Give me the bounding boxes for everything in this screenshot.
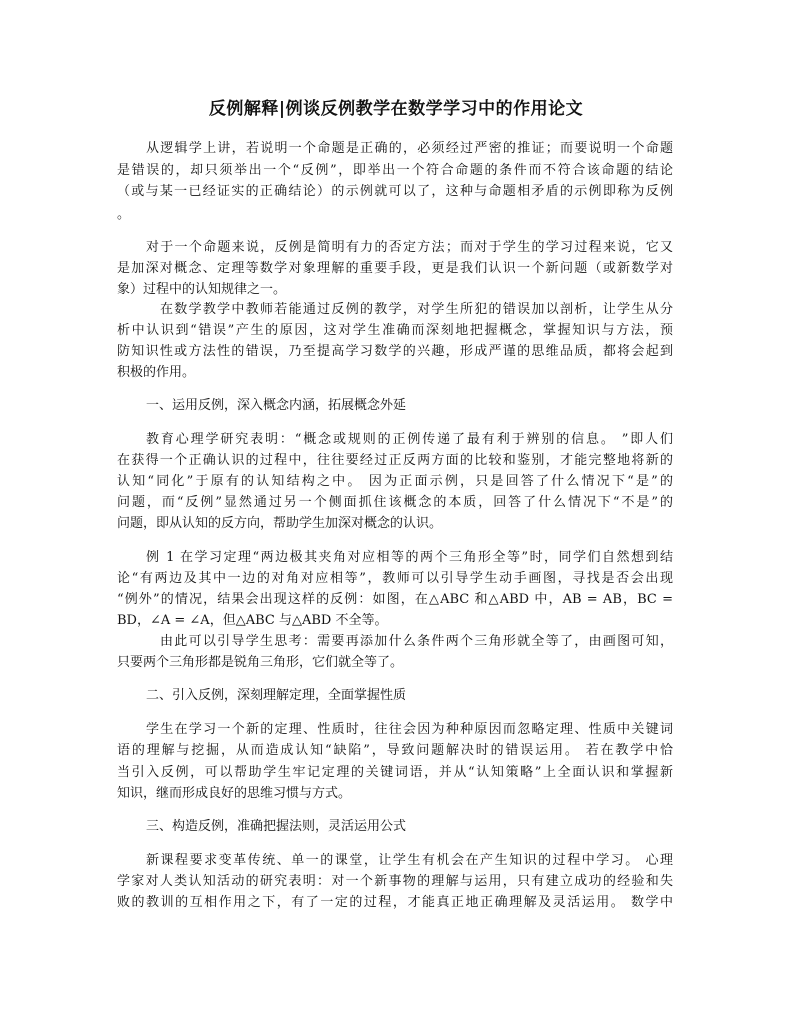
paragraph-line: 是加深对概念、定理等数学对象理解的重要手段，更是我们认识一个新问题（或新数学对 — [117, 261, 673, 276]
paragraph-line: 积极的作用。 — [117, 365, 196, 380]
paragraph-line: 防知识性或方法性的错误，乃至提高学习数学的兴趣，形成严谨的思维品质，都将会起到 — [117, 344, 673, 359]
document-title: 反例解释|例谈反例教学在数学学习中的作用论文 — [208, 99, 584, 119]
paragraph-line: （或与某一已经证实的正确结论）的示例就可以了，这种与命题相矛盾的示例即称为反例 — [117, 184, 673, 199]
paragraph-line: 是错误的，却只须举出一个“反例”，即举出一个符合命题的条件而不符合该命题的结论 — [117, 163, 673, 178]
section-heading: 二、引入反例，深刻理解定理，全面掌握性质 — [146, 688, 407, 703]
paragraph-line: 学生在学习一个新的定理、性质时，往往会因为种种原因而忽略定理、性质中关键词 — [146, 722, 673, 737]
paragraph-line: 只要两个三角形都是锐角三角形，它们就全等了。 — [117, 655, 404, 670]
section-heading: 三、构造反例，准确把握法则，灵活运用公式 — [146, 819, 407, 834]
section-heading: 一、运用反例，深入概念内涵，拓展概念外延 — [146, 398, 407, 413]
paragraph-line: 教育心理学研究表明：“概念或规则的正例传递了最有利于辨别的信息。 ”即人们 — [146, 432, 673, 447]
paragraph-line: 败的教训的互相作用之下，有了一定的过程，才能真正地正确理解及灵活运用。 数学中 — [117, 895, 673, 910]
paragraph-line: 认知“同化”于原有的认知结构之中。 因为正面示例，只是回答了什么情况下“是”的 — [117, 474, 673, 489]
paragraph-line: 当引入反例，可以帮助学生牢记定理的关键词语，并从“认知策略”上全面认识和掌握新 — [117, 765, 673, 780]
paragraph-line: 析中认识到“错误”产生的原因，这对学生准确而深刻地把握概念，掌握知识与方法，预 — [117, 323, 673, 338]
paragraph-line: 新课程要求变革传统、单一的课堂，让学生有机会在产生知识的过程中学习。 心理 — [146, 853, 673, 868]
paragraph-line: 问题，即从认知的反方向，帮助学生加深对概念的认识。 — [117, 516, 443, 531]
paragraph-line: 象）过程中的认知规律之一。 — [117, 282, 287, 297]
paragraph-line: “例外”的情况，结果会出现这样的反例：如图，在△ABC 和△ABD 中，AB = AB，BC = — [117, 592, 673, 607]
paragraph-line: 从逻辑学上讲，若说明一个命题是正确的，必须经过严密的推证；而要说明一个命题 — [146, 141, 673, 156]
paragraph-line: 例 1 在学习定理“两边极其夹角对应相等的两个三角形全等”时，同学们自然想到结 — [146, 550, 673, 565]
paragraph-line: 。 — [117, 207, 131, 222]
paragraph-line: 在数学教学中教师若能通过反例的教学，对学生所犯的错误加以剖析，让学生从分 — [160, 302, 673, 317]
paragraph-line: BD，∠A = ∠A，但△ABC 与△ABD 不全等。 — [117, 613, 388, 628]
paragraph-line: 由此可以引导学生思考：需要再添加什么条件两个三角形就全等了，由画图可知， — [160, 634, 673, 649]
paragraph-line: 知识，继而形成良好的思维习惯与方式。 — [117, 786, 352, 801]
paragraph-line: 学家对人类认知活动的研究表明：对一个新事物的理解与运用，只有建立成功的经验和失 — [117, 874, 673, 889]
paragraph-line: 语的理解与挖掘，从而造成认知“缺陷”，导致问题解决时的错误运用。 若在教学中恰 — [117, 743, 673, 758]
paragraph-line: 论“有两边及其中一边的对角对应相等”，教师可以引导学生动手画图，寻找是否会出现 — [117, 571, 673, 586]
paragraph-line: 问题，而“反例”显然通过另一个侧面抓住该概念的本质，回答了什么情况下“不是”的 — [117, 495, 673, 510]
paragraph-line: 对于一个命题来说，反例是简明有力的否定方法；而对于学生的学习过程来说，它又 — [146, 240, 673, 255]
paragraph-line: 在获得一个正确认识的过程中，往往要经过正反两方面的比较和鉴别，才能完整地将新的 — [117, 453, 673, 468]
